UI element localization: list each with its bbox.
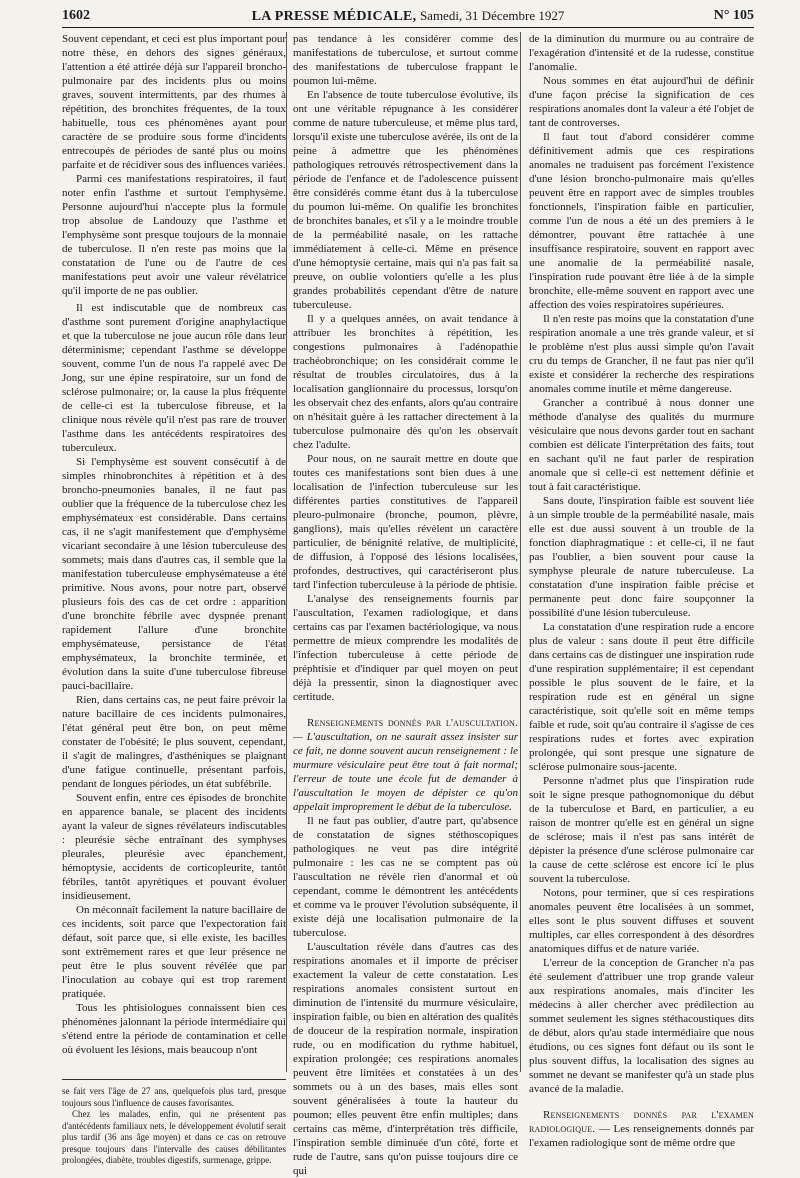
publication-title: LA PRESSE MÉDICALE, <box>251 9 417 24</box>
paragraph: Parmi ces manifestations respiratoires, il faut noter enfin l'asthme et surtout l'emphysème. Personne aujourd'hui n'accepte plus la formule trop absolue de Landouzy que l'asthme et l'emphysème sont presque toujours de la monnaie de tuberculose. Il n'en reste pas moins que la constatation de l'une ou de l'autre de ces manifestations peut avoir une valeur révélatrice qu'il importe de ne pas oublier. <box>62 173 286 297</box>
paragraph: Il est indiscutable que de nombreux cas d'asthme sont purement d'origine anaphylactique et que la tuberculose ne joue aucun rôle dans leur déterminisme; cependant l'asthme se développe souvent, comme l'un de nous l'a rappelé avec De Jong, sur une épine respiratoire, sur un fond de sclérose pulmonaire; or, la cause la plus fréquente de celle-ci est la tuberculose fibreuse, et la clinique nous révèle qu'il n'est pas rare de trouver l'asthme dans les antécédents respiratoires des tuberculeux. <box>62 302 286 454</box>
paragraph: Souvent enfin, entre ces épisodes de bronchite en apparence banale, se placent des incidents ayant la valeur de signes révélateurs indiscutables : pleurésie sèche entraînant des symphyses pleurales, pleurésie avec épanchement, hémoptysie, accidents de corticopleurite, tantôt fébriles, tantôt apyrétiques et pouvant évoluer insidieusement. <box>62 792 286 902</box>
issue-number-value: 105 <box>733 8 754 23</box>
paragraph: Personne n'admet plus que l'inspiration rude soit le signe presque pathognomonique du début de la tuberculose et Bard, en particulier, a eu raison de montrer qu'elle est en général un signe de sclérose; mais il n'est pas sans intérêt de dépister la présence d'une sclérose pulmonaire car la cause de cette sclérose est encore ici le plus souvent la tuberculose. <box>529 775 754 885</box>
masthead <box>62 6 754 27</box>
paragraph: L'auscultation révèle dans d'autres cas des respirations anomales et il importe de préciser exactement la valeur de cette constatation. Les respirations anomales consistent surtout en diminution de l'intensité du murmure vésiculaire, inspiration faible, ou bien en altération des qualités de douceur de la respiration normale, inspiration rude, ou en modification du rythme habituel, expiration prolongée; ces respirations anomales peuvent être limitées et constatées à un des sommets ou à un des bases, mais elles sont souvent généralisées à toute la hauteur du poumon; elles peuvent être enfin multiples; dans certains cas même, d'interprétation très difficile, l'inspiration semble diminuée d'un côté, forte et rude de l'autre, sans qu'on puisse toujours dire ce qui <box>293 941 518 1177</box>
section-italic-text: — L'auscultation, on ne saurait assez insister sur ce fait, ne donne souvent aucun renseignement : le murmure vésiculaire peut être tout à fait normal; l'erreur de toute une école fut de demander à l'auscultation le moyen de dépister ce qu'on appelait improprement le début de la tuberculose. <box>293 731 518 813</box>
section-auscultation <box>293 716 518 814</box>
paragraph: Il faut tout d'abord considérer comme définitivement admis que ces respirations anomales ne traduisent pas forcément l'existence d'une lésion broncho-pulmonaire mais qu'elles peuvent être en rapport avec de simples troubles fonctionnels, l'inspiration faible en particulier, comme l'un de nous a été un des premiers à le démontrer, pouvant être rattachée à une insuffisance respiratoire, souvent en rapport avec une anomalie de la perméabilité nasale, l'inspiration rude pouvant être liée à de la simple bronchite, elle-même souvent en rapport avec une affection des voies respiratoires supérieures. <box>529 131 754 311</box>
paragraph: Pour nous, on ne saurait mettre en doute que toutes ces manifestations sont bien dues à une localisation de l'infection tuberculeuse sur les différentes parties constitutives de l'appareil pleuro-pulmonaire (bronche, poumon, plèvre, ganglions), mais qu'elles révèlent un caractère particulier, de bénignité relative, de multiplicité, de diffusion, à l'opposé des lésions localisées, profondes, destructives, qui caractériseront plus tard l'infection tuberculeuse à la période de phtisie. <box>293 453 518 591</box>
section-heading: Renseignements donnés par l'auscultation. <box>307 717 518 729</box>
footnote: se fait vers l'âge de 27 ans, quelquefois plus tard, presque toujours sous l'influence de causes favorisantes. <box>62 1086 286 1108</box>
paragraph: Souvent cependant, et ceci est plus important pour notre thèse, en dehors des signes généraux, l'attention a été attirée déjà sur l'appareil broncho-pulmonaire par des incidents plus ou moins graves, souvent intermittents, par des rhumes à répétition, des bronchites fréquentes, de la toux habituelle, tous ces phénomènes ayant pour caractère de se produire sous forme d'incidents entrecoupés de périodes de santé plus ou moins parfaite et de récidiver sous des influences variées. <box>62 33 286 171</box>
paragraph: Il y a quelques années, on avait tendance à attribuer les bronchites à répétition, les congestions pulmonaires à l'adénopathie trachéobronchique; on les considérait comme le résultat de troubles circulatoires, dus à la localisation ganglionnaire du processus, lorsqu'on les observait chez des enfants, alors qu'au contraire on n'hésitait guère à les rattacher directement à la tuberculose pulmonaire dès qu'on les observait chez l'adulte. <box>293 313 518 451</box>
section-heading: Renseignements donnés par l'examen radiologique. <box>529 1109 754 1135</box>
section-text: — Les renseignements donnés par l'examen radiologique sont de même ordre que <box>529 1123 755 1149</box>
issue-date: Samedi, 31 Décembre 1927 <box>419 8 565 23</box>
paragraph: Tous les phtisiologues connaissent bien ces phénomènes jalonnant la période intermédiaire qui s'étend entre la période de contamination et celle où évoluent les lésions, mais beaucoup n'ont <box>62 1002 286 1056</box>
page-header <box>62 6 754 26</box>
column-3 <box>520 32 755 1149</box>
paragraph: On méconnaît facilement la nature bacillaire de ces incidents, soit parce que l'expectoration fait défaut, soit parce que, si elle existe, les bacilles sont extrêmement rares et que leur présence ne peut être le plus souvent révélée que par l'inoculation au cobaye qui est trop rarement pratiquée. <box>62 904 286 1000</box>
column-2 <box>286 32 518 1177</box>
paragraph: Il ne faut pas oublier, d'autre part, qu'absence de constatation de signes stéthoscopiques pathologiques ne veut pas dire intégrité pulmonaire : les cas ne se comptent pas où l'auscultation ne révèle rien d'anormal et où cependant, comme le démontrent les antécédents et comme va le prouver l'évolution subséquente, il existe déjà une localisation pulmonaire de la tuberculose. <box>293 815 518 939</box>
paragraph: Si l'emphysème est souvent consécutif à de simples rhinobronchites à répétition et à des broncho-pneumonies banales, il ne faut pas oublier que la fréquence de la tuberculose chez les emphysémateux est considérable. Dans certains cas, il ne s'agit manifestement que d'emphysème vicariant secondaire à une lésion tuberculeuse des sommets; mais dans d'autres cas, il semble que la manifestation tuberculeuse emphysémateuse a été primitive. Nous avons, pour notre part, observé plusieurs fois des cas de cet ordre : apparition d'une bronchite fébrile avec dyspnée prenant rapidement l'allure d'une bronchite emphysémateuse, persistance de l'état emphysémateux, la bronchite terminée, et évolution dans la suite d'une tuberculose fibreuse pauci-bacillaire. <box>62 456 286 692</box>
footnotes <box>62 1079 286 1167</box>
paragraph: Notons, pour terminer, que si ces respirations anomales peuvent être localisées à un sommet, elles sont le plus souvent diffuses et souvent multiples, car elles correspondent à des désordres anatomiques diffus et de nature variée. <box>529 887 754 955</box>
paragraph: de la diminution du murmure ou au contraire de l'exagération d'intensité et de la rudesse, constitue l'anomalie. <box>529 33 754 73</box>
column-1 <box>62 32 286 1165</box>
paragraph: Il n'en reste pas moins que la constatation d'une respiration anomale a une très grande valeur, et si le problème n'est plus aussi simple qu'on l'avait cru du temps de Grancher, il ne faut pas nier qu'il existe et considérer la recherche des respirations anomales comme inutile et même dangereuse. <box>529 313 754 395</box>
paragraph: L'erreur de la conception de Grancher n'a pas été seulement d'attribuer une trop grande valeur aux respirations anomales, mais d'inciter les médecins à aller chercher avec prédilection au sommet seulement les signes stéthacoustiques dits de début, alors qu'au stade intermédiaire que nous étudions, ou ces signes font défaut ou ils sont le plus souvent diffus, la localisation des signes au sommet ne devant se manifester qu'à un stade plus avancé de la maladie. <box>529 957 754 1095</box>
paragraph: La constatation d'une respiration rude a encore plus de valeur : sans doute il peut être difficile dans certains cas de distinguer une inspiration rude d'une respiration supplémentaire; il est cependant possible le plus souvent de le faire, et la respiration rude est en général un signe caractéristique, soit qu'elle soit en même temps faible et rude, soit qu'au contraire il s'agisse de ces respirations rudes et fortes avec expiration prolongée, qui sont presque une signature de sclérose pulmonaire sous-jacente. <box>529 621 754 773</box>
paragraph: Nous sommes en état aujourd'hui de définir d'une façon précise la signification de ces respirations anomales dont la valeur a été l'objet de tant de controverses. <box>529 75 754 129</box>
section-paragraph <box>293 716 518 814</box>
issue-number <box>714 6 754 26</box>
page-number: 1602 <box>62 8 90 23</box>
section-paragraph <box>529 1108 754 1150</box>
header-rule <box>62 27 754 28</box>
section-radiologique <box>529 1108 754 1150</box>
paragraph: Sans doute, l'inspiration faible est souvent liée à un simple trouble de la perméabilité nasale, mais elle est due aussi souvent à un trouble de la fonction diaphragmatique : et celle-ci, il ne faut pas l'oublier, a bien souvent pour cause la symphyse pleurale de nature tuberculeuse. La constatation d'une inspiration faible précise et permanente peut donc faire soupçonner la possibilité d'une lésion tuberculeuse. <box>529 495 754 619</box>
paragraph: Rien, dans certains cas, ne peut faire prévoir la nature bacillaire de ces incidents pulmonaires, l'état général peut être bon, on peut même constater de l'obésité; le plus souvent, cependant, il s'agit de malingres, d'asthéniques se plaignant d'une fatigue continuelle, présentant parfois, pendant de longues périodes, un état subfébrile. <box>62 694 286 790</box>
issue-label: N° <box>713 8 730 23</box>
paragraph: L'analyse des renseignements fournis par l'auscultation, l'examen radiologique, et dans certains cas par l'examen bactériologique, va nous permettre de mieux comprendre les modalités de l'infection tuberculeuse à cette période de préphtisie et d'indiquer par quel moyen on peut déjà la pressentir, sinon la diagnostiquer avec certitude. <box>293 593 518 703</box>
footnote: Chez les malades, enfin, qui ne présentent pas d'antécédents familiaux nets, le développement évolutif serait plus tardif (36 ans âge moyen) et dans ce cas on retrouve presque toujours dans l'intervalle des causes débilitantes prolongées, diabète, troubles digestifs, surmenage, grippe. <box>62 1109 286 1165</box>
paragraph: En l'absence de toute tuberculose évolutive, ils ont une véritable répugnance à les considérer comme de nature tuberculeuse, et même plus tard, lorsqu'il existe une tuberculose avérée, ils ont de la peine à admettre que les phénomènes pathologiques retrouvés rétrospectivement dans la période de l'enfance et de l'adolescence puissent être considérés comme étant dus à la tuberculose du poumon lui-même. On qualifie les bronchites de bronchites banales, et s'il y a le moindre trouble de la perméabilité nasale, on les rattache immédiatement à celle-ci. Même en présence d'une hémoptysie certaine, mais qui n'a pas fait sa preuve, on oublie volontiers qu'elle a les plus grandes probabilités cependant d'être de nature tuberculeuse. <box>293 89 518 311</box>
paragraph: pas tendance à les considérer comme des manifestations de tuberculose, et surtout comme des manifestations de tuberculose frappant le poumon lui-même. <box>293 33 518 87</box>
paragraph: Grancher a contribué à nous donner une méthode d'analyse des qualités du murmure vésiculaire que nous devons garder tout en sachant combien est délicate l'interprétation des faits, tout en sachant qu'il ne faut parler de respiration anomale que si celle-ci est nettement définie et tout à fait caractéristique. <box>529 397 754 493</box>
